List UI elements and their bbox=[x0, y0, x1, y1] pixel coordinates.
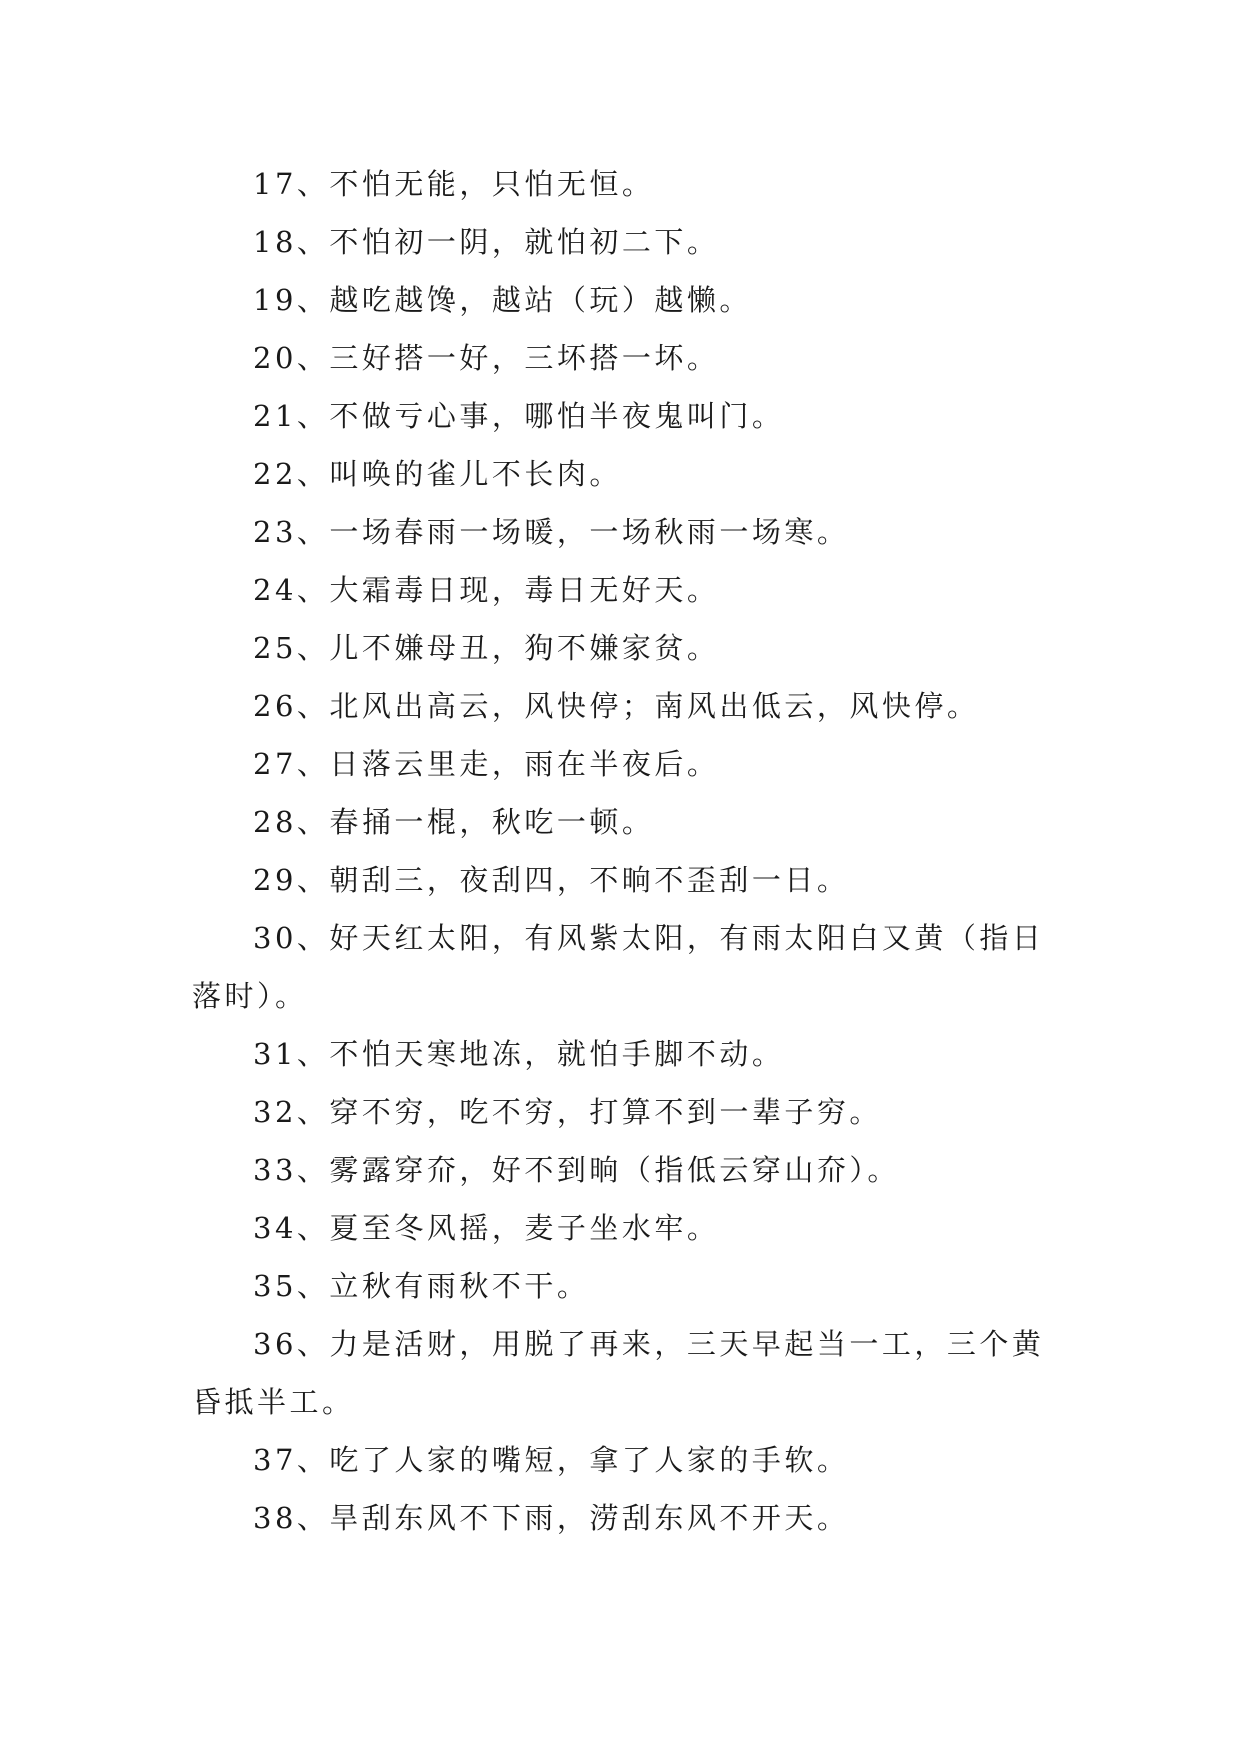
proverb-34: 34、夏至冬风摇，麦子坐水牢。 bbox=[253, 1211, 720, 1245]
proverb-25: 25、儿不嫌母丑，狗不嫌家贫。 bbox=[253, 631, 720, 665]
proverb-33: 33、雾露穿夼，好不到晌（指低云穿山夼）。 bbox=[253, 1153, 900, 1187]
proverb-29: 29、朝刮三，夜刮四，不晌不歪刮一日。 bbox=[253, 863, 850, 897]
proverb-38: 38、旱刮东风不下雨，涝刮东风不开天。 bbox=[253, 1501, 850, 1535]
proverb-18: 18、不怕初一阴，就怕初二下。 bbox=[253, 225, 720, 259]
proverb-20: 20、三好搭一好，三坏搭一坏。 bbox=[253, 341, 720, 375]
proverb-19: 19、越吃越馋，越站（玩）越懒。 bbox=[253, 283, 752, 317]
proverb-list bbox=[192, 155, 1062, 1547]
proverb-31: 31、不怕天寒地冻，就怕手脚不动。 bbox=[253, 1037, 785, 1071]
proverb-27: 27、日落云里走，雨在半夜后。 bbox=[253, 747, 720, 781]
proverb-35: 35、立秋有雨秋不干。 bbox=[253, 1269, 590, 1303]
proverb-23: 23、一场春雨一场暖，一场秋雨一场寒。 bbox=[253, 515, 850, 549]
proverb-37: 37、吃了人家的嘴短，拿了人家的手软。 bbox=[253, 1443, 850, 1477]
proverb-17: 17、不怕无能，只怕无恒。 bbox=[253, 167, 655, 201]
proverb-30: 30、好天红太阳，有风紫太阳，有雨太阳白又黄（指日落时）。 bbox=[192, 921, 1045, 1013]
proverb-32: 32、穿不穷，吃不穷，打算不到一辈子穷。 bbox=[253, 1095, 882, 1129]
proverb-24: 24、大霜毒日现，毒日无好天。 bbox=[253, 573, 720, 607]
proverb-26: 26、北风出高云，风快停；南风出低云，风快停。 bbox=[253, 689, 980, 723]
proverb-21: 21、不做亏心事，哪怕半夜鬼叫门。 bbox=[253, 399, 785, 433]
proverb-22: 22、叫唤的雀儿不长肉。 bbox=[253, 457, 622, 491]
proverb-36: 36、力是活财，用脱了再来，三天早起当一工，三个黄昏抵半工。 bbox=[192, 1327, 1045, 1419]
proverb-28: 28、春捅一棍，秋吃一顿。 bbox=[253, 805, 655, 839]
